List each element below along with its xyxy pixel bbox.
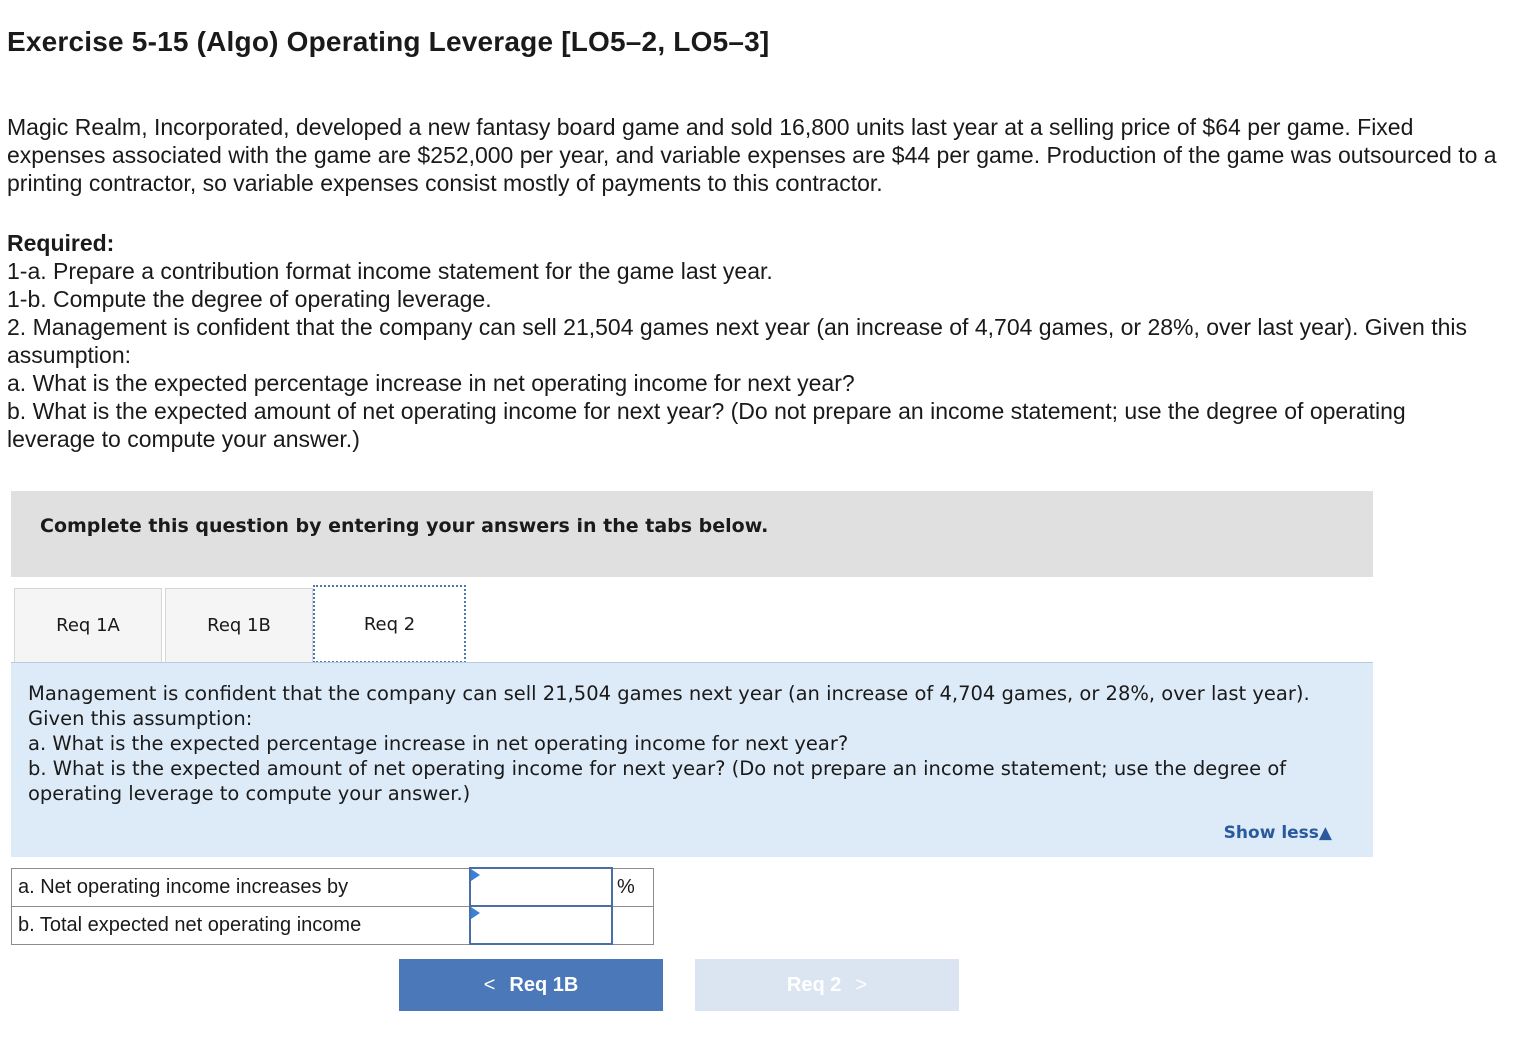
required-item-2: 2. Management is confident that the company can sell 21,504 games next year (an increase of 4,704 games, or 28%, over last year). Given this assumption:: [7, 314, 1468, 368]
noi-increase-percent-input[interactable]: [471, 869, 611, 905]
answer-label-b: b. Total expected net operating income: [12, 906, 471, 944]
tab-question-line-2: a. What is the expected percentage increase in net operating income for next year?: [28, 732, 849, 755]
tab-question-line-3: b. What is the expected amount of net operating income for next year? (Do not prepare an income statement; use the degree of operating leverage to compute your answer.): [28, 757, 1287, 805]
tab-req-2[interactable]: Req 2: [313, 585, 466, 663]
tab-req-1b[interactable]: Req 1B: [165, 588, 313, 662]
previous-tab-label: Req 1B: [509, 973, 579, 996]
previous-tab-button[interactable]: [399, 959, 663, 1011]
required-heading: Required:: [7, 230, 115, 256]
required-item-1a: 1-a. Prepare a contribution format income statement for the game last year.: [7, 258, 773, 284]
next-tab-button[interactable]: [695, 959, 959, 1011]
answer-table: [11, 867, 654, 945]
exercise-title: Exercise 5-15 (Algo) Operating Leverage [LO5–2, LO5–3]: [7, 26, 770, 57]
answer-unit-a: %: [612, 868, 654, 906]
tab-req-1a[interactable]: Req 1A: [14, 588, 162, 662]
answer-input-cell-a[interactable]: [470, 868, 612, 906]
chevron-right-icon: >: [855, 973, 868, 996]
answer-label-a: a. Net operating income increases by: [12, 868, 471, 906]
instruction-banner: [11, 491, 1373, 577]
answer-unit-b: [612, 906, 654, 944]
required-item-2b: b. What is the expected amount of net operating income for next year? (Do not prepare an income statement; use the degree of operating leverage to compute your answer.): [7, 398, 1406, 452]
problem-description: Magic Realm, Incorporated, developed a new fantasy board game and sold 16,800 units last year at a selling price of $64 per game. Fixed expenses associated with the game are $252,000 per year, and variable expenses are $44 per game. Production of the game was outsourced to a printing contractor, so variable expenses consist mostly of payments to this contractor.: [7, 114, 1497, 196]
table-row: [12, 868, 654, 906]
tab-question-line-1: Management is confident that the company can sell 21,504 games next year (an increase of 4,704 games, or 28%, over last year). Given this assumption:: [28, 682, 1310, 730]
next-tab-label: Req 2: [786, 973, 842, 996]
tab-question-text: [28, 681, 1358, 806]
show-less-link[interactable]: Show less▲: [1223, 823, 1332, 843]
instruction-text: Complete this question by entering your answers in the tabs below.: [40, 515, 769, 537]
input-flag-icon: [471, 907, 480, 919]
table-row: [12, 906, 654, 944]
required-item-1b: 1-b. Compute the degree of operating leverage.: [7, 286, 492, 312]
required-item-2a: a. What is the expected percentage increase in net operating income for next year?: [7, 370, 855, 396]
required-section: [7, 229, 1497, 453]
tab-content-panel: [11, 663, 1373, 857]
chevron-left-icon: <: [483, 973, 496, 996]
answer-input-cell-b[interactable]: [470, 906, 612, 944]
input-flag-icon: [471, 869, 480, 881]
total-noi-input[interactable]: [471, 907, 611, 943]
